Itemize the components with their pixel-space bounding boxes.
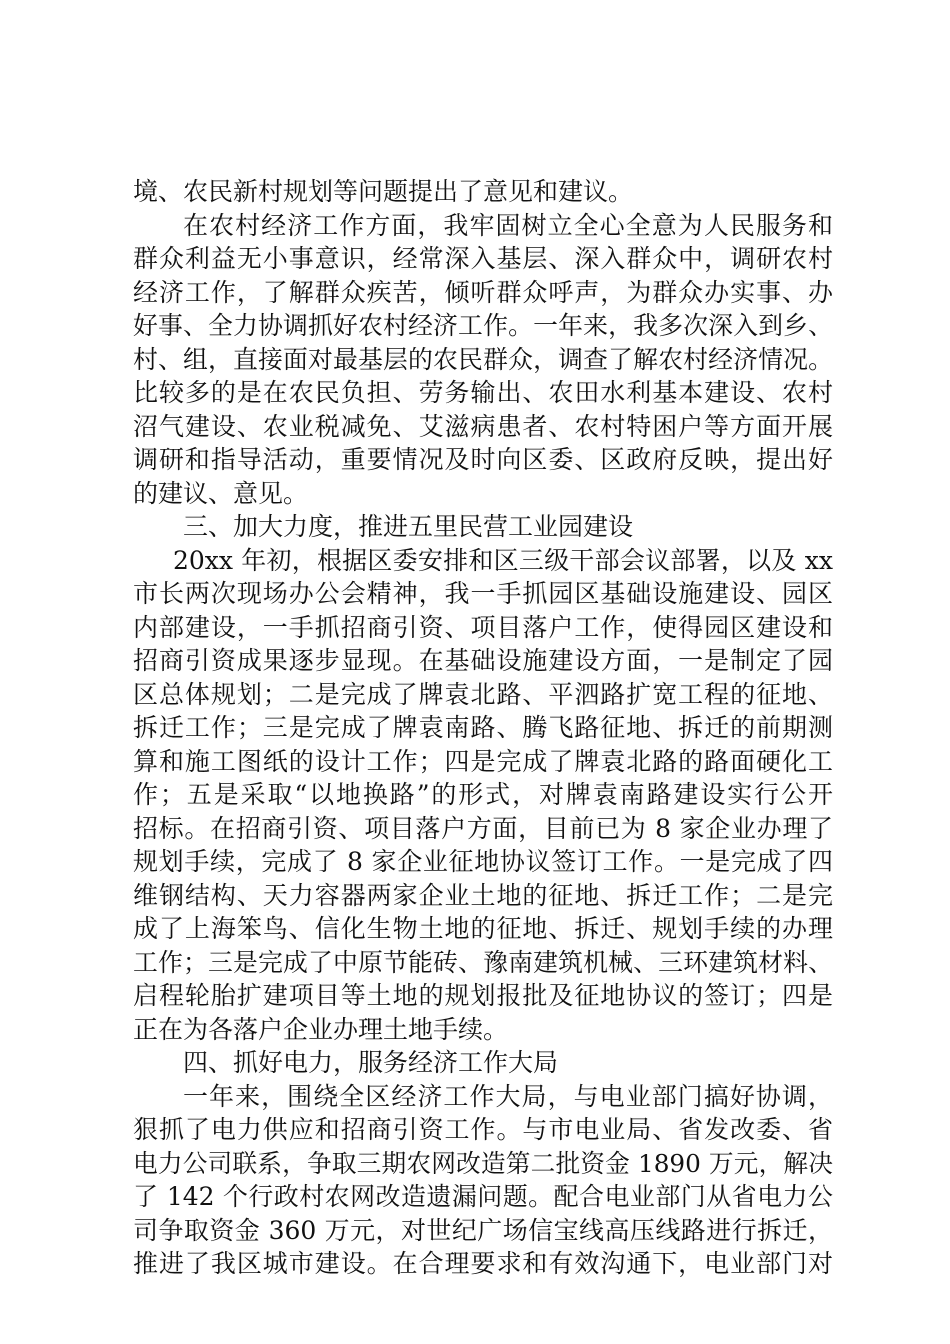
text-line: 成了上海笨鸟、信化生物土地的征地、拆迁、规划手续的办理 bbox=[133, 914, 833, 943]
text-line: 招商引资成果逐步显现。在基础设施建设方面，一是制定了园 bbox=[133, 646, 833, 675]
text-line: 拆迁工作；三是完成了牌袁南路、腾飞路征地、拆迁的前期测 bbox=[133, 713, 833, 742]
text-line: 沼气建设、农业税减免、艾滋病患者、农村特困户等方面开展 bbox=[133, 411, 833, 441]
document-body bbox=[133, 175, 833, 1281]
text-line: 电力公司联系，争取三期农网改造第二批资金 1890 万元，解决 bbox=[133, 1148, 833, 1178]
text-line: 了 142 个行政村农网改造遗漏问题。配合电业部门从省电力公 bbox=[133, 1182, 833, 1211]
text-line: 规划手续，完成了 8 家企业征地协议签订工作。一是完成了四 bbox=[133, 847, 833, 876]
text-line: 村、组，直接面对最基层的农民群众，调查了解农村经济情况。 bbox=[133, 344, 833, 374]
paragraph-start-line: 在农村经济工作方面，我牢固树立全心全意为人民服务和 bbox=[183, 210, 833, 240]
text-line: 群众利益无小事意识，经常深入基层、深入群众中，调研农村 bbox=[133, 244, 833, 273]
text-line: 调研和指导活动，重要情况及时向区委、区政府反映，提出好 bbox=[133, 445, 833, 474]
paragraph-start-line: 一年来，围绕全区经济工作大局，与电业部门搞好协调， bbox=[183, 1081, 833, 1111]
text-line: 狠抓了电力供应和招商引资工作。与市电业局、省发改委、省 bbox=[133, 1115, 833, 1144]
text-line: 工作；三是完成了中原节能砖、豫南建筑机械、三环建筑材料、 bbox=[133, 947, 833, 977]
text-line: 市长两次现场办公会精神，我一手抓园区基础设施建设、园区 bbox=[133, 579, 833, 608]
text-line: 招标。在招商引资、项目落户方面，目前已为 8 家企业办理了 bbox=[133, 813, 833, 843]
text-line: 算和施工图纸的设计工作；四是完成了牌袁北路的路面硬化工 bbox=[133, 746, 833, 776]
section-heading: 三、加大力度，推进五里民营工业园建设 bbox=[183, 512, 634, 541]
section-heading: 四、抓好电力，服务经济工作大局 bbox=[183, 1048, 559, 1077]
text-line: 经济工作，了解群众疾苦，倾听群众呼声，为群众办实事、办 bbox=[133, 277, 833, 307]
text-line: 内部建设，一手抓招商引资、项目落户工作，使得园区建设和 bbox=[133, 612, 833, 642]
text-line: 区总体规划；二是完成了牌袁北路、平泗路扩宽工程的征地、 bbox=[133, 679, 833, 709]
text-line: 司争取资金 360 万元，对世纪广场信宝线高压线路进行拆迁， bbox=[133, 1215, 833, 1245]
text-line: 正在为各落户企业办理土地手续。 bbox=[133, 1014, 509, 1044]
text-line: 维钢结构、天力容器两家企业土地的征地、拆迁工作；二是完 bbox=[133, 880, 833, 910]
text-line: 的建议、意见。 bbox=[133, 478, 309, 508]
text-line: 比较多的是在农民负担、劳务输出、农田水利基本建设、农村 bbox=[133, 378, 833, 407]
text-line: 启程轮胎扩建项目等土地的规划报批及征地协议的签订；四是 bbox=[133, 981, 833, 1010]
text-line: 作；五是采取“以地换路”的形式，对牌袁南路建设实行公开 bbox=[133, 780, 833, 809]
paragraph-start-line: 20xx 年初，根据区委安排和区三级干部会议部署，以及 xx bbox=[173, 545, 833, 575]
text-line: 境、农民新村规划等问题提出了意见和建议。 bbox=[133, 177, 634, 206]
text-line: 好事、全力协调抓好农村经济工作。一年来，我多次深入到乡、 bbox=[133, 311, 833, 340]
text-line: 推进了我区城市建设。在合理要求和有效沟通下，电业部门对 bbox=[133, 1249, 833, 1278]
